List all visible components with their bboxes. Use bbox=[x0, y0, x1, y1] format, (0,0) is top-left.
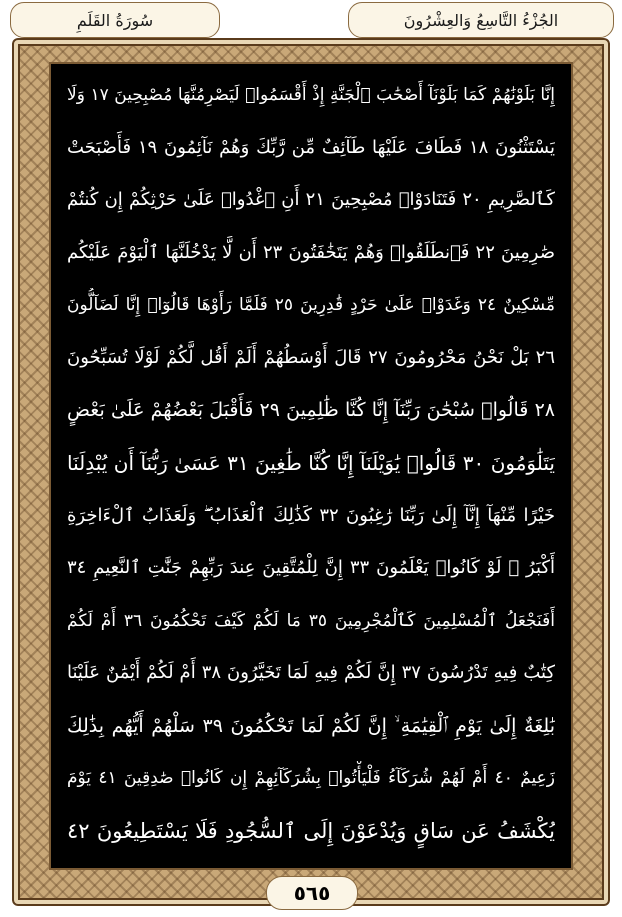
verse-line: أَفَنَجْعَلُ ٱلْمُسْلِمِينَ كَٱلْمُجْرِمِينَ ٣٥ مَا لَكُمْ كَيْفَ تَحْكُمُونَ ٣٦ أَمْ لَكُمْ bbox=[67, 610, 555, 631]
juz-title: الجُزْءُ التَّاسِعُ وَالعِشْرُونَ bbox=[403, 10, 559, 30]
verse-line: خَيْرًا مِّنْهَآ إِنَّآ إِلَىٰ رَبِّنَا رَٰغِبُونَ ٣٢ كَذَٰلِكَ ٱلْعَذَابُ ۖ وَلَعَذَابُ ٱلْءَاخِرَةِ bbox=[67, 504, 555, 526]
quran-text-panel bbox=[49, 62, 573, 870]
verse-line: أَكْبَرُ ۚ لَوْ كَانُوا۟ يَعْلَمُونَ ٣٣ إِنَّ لِلْمُتَّقِينَ عِندَ رَبِّهِمْ جَنَّٰتِ ٱلنَّعِيمِ ٣٤ bbox=[67, 557, 555, 579]
page-number-label: ٥٦٥ bbox=[293, 881, 331, 905]
verse-line: كِتَٰبٌ فِيهِ تَدْرُسُونَ ٣٧ إِنَّ لَكُمْ فِيهِ لَمَا تَخَيَّرُونَ ٣٨ أَمْ لَكُمْ أَيْمَٰنٌ عَلَيْنَا bbox=[67, 662, 555, 684]
verse-line: ٢٨ قَالُوا۟ سُبْحَٰنَ رَبِّنَآ إِنَّا كُنَّا ظَٰلِمِينَ ٢٩ فَأَقْبَلَ بَعْضُهُمْ عَلَىٰ بَعْضٍ bbox=[67, 399, 555, 422]
page-number bbox=[266, 876, 358, 910]
verse-line: صَٰرِمِينَ ٢٢ فَٱنطَلَقُوا۟ وَهُمْ يَتَخَٰفَتُونَ ٢٣ أَن لَّا يَدْخُلَنَّهَا ٱلْيَوْمَ عَلَيْكُم bbox=[67, 241, 555, 263]
juz-title-tab bbox=[348, 2, 614, 38]
surah-title-tab bbox=[10, 2, 220, 38]
verse-line: كَٱلصَّرِيمِ ٢٠ فَتَنَادَوْا۟ مُصْبِحِينَ ٢١ أَنِ ٱغْدُوا۟ عَلَىٰ حَرْثِكُمْ إِن كُنتُمْ bbox=[67, 189, 555, 211]
verse-line: مِّسْكِينٌ ٢٤ وَغَدَوْا۟ عَلَىٰ حَرْدٍ قَٰدِرِينَ ٢٥ فَلَمَّا رَأَوْهَا قَالُوٓا۟ إِنَّا لَضَآلُّونَ bbox=[67, 295, 555, 316]
verse-line: يُكْشَفُ عَن سَاقٍ وَيُدْعَوْنَ إِلَى ٱلسُّجُودِ فَلَا يَسْتَطِيعُونَ ٤٢ bbox=[67, 818, 555, 843]
verse-line: ٢٦ بَلْ نَحْنُ مَحْرُومُونَ ٢٧ قَالَ أَوْسَطُهُمْ أَلَمْ أَقُل لَّكُمْ لَوْلَا تُسَبِّحُونَ bbox=[67, 346, 555, 368]
verse-line: يَتَلَٰوَمُونَ ٣٠ قَالُوا۟ يَٰوَيْلَنَآ إِنَّا كُنَّا طَٰغِينَ ٣١ عَسَىٰ رَبُّنَآ أَن يُبْدِلَنَا bbox=[67, 450, 555, 475]
verse-line: بَٰلِغَةٌ إِلَىٰ يَوْمِ ٱلْقِيَٰمَةِ ۙ إِنَّ لَكُمْ لَمَا تَحْكُمُونَ ٣٩ سَلْهُمْ أَيُّهُم بِذَٰلِكَ bbox=[67, 714, 555, 737]
verse-line: إِنَّا بَلَوْنَٰهُمْ كَمَا بَلَوْنَآ أَصْحَٰبَ ٱلْجَنَّةِ إِذْ أَقْسَمُوا۟ لَيَصْرِمُنَّهَا مُصْبِحِينَ ١٧ وَلَا bbox=[67, 85, 555, 105]
verse-line: زَعِيمٌ ٤٠ أَمْ لَهُمْ شُرَكَآءُ فَلْيَأْتُوا۟ بِشُرَكَآئِهِمْ إِن كَانُوا۟ صَٰدِقِينَ ٤١ يَوْمَ bbox=[67, 768, 555, 789]
surah-title: سُورَةُ القَلَمِ bbox=[76, 10, 154, 30]
verse-line: يَسْتَثْنُونَ ١٨ فَطَافَ عَلَيْهَا طَآئِفٌ مِّن رَّبِّكَ وَهُمْ نَآئِمُونَ ١٩ فَأَصْبَحَتْ bbox=[67, 136, 555, 158]
